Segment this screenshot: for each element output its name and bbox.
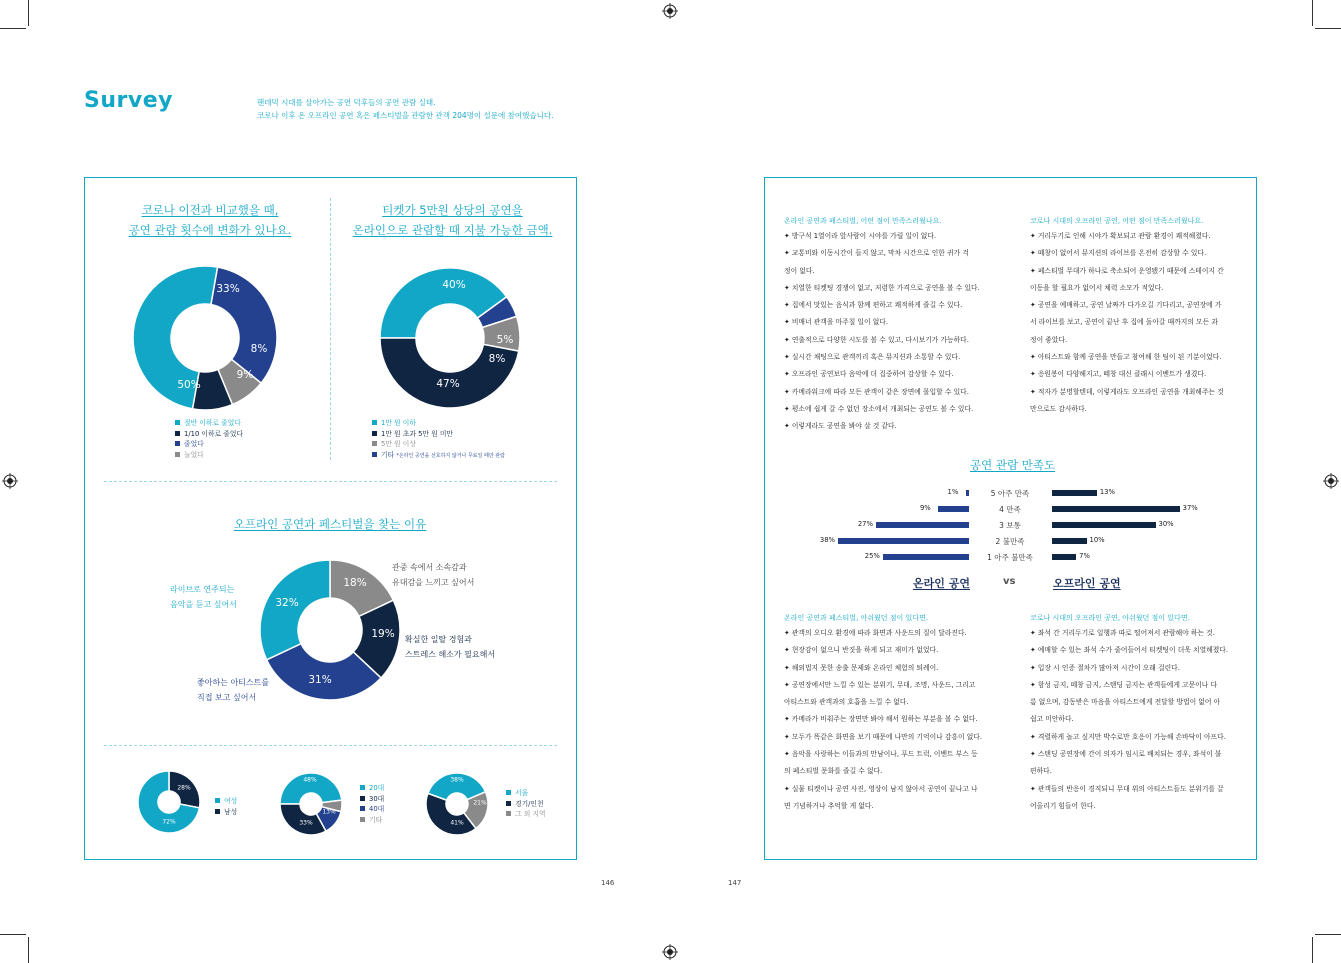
reason-line: 라이브로 연주되는 xyxy=(170,585,235,594)
offline-bar-pct: 37% xyxy=(1182,504,1198,512)
list-item: ✦ 공연장에서만 느낄 수 있는 분위기, 무대, 조명, 사운드, 그리고 xyxy=(784,680,976,689)
list-item: ✦ 떼창이 없어서 뮤지션의 라이브를 온전히 감상할 수 있다. xyxy=(1030,249,1207,258)
legend-label: 경기/인천 xyxy=(515,799,544,808)
list-item: 아티스트와 관객과의 호흡을 느낄 수 없다. xyxy=(784,698,909,707)
satisfaction-level-label: 3 보통 xyxy=(999,521,1021,530)
list-item: 만으로도 감사하다. xyxy=(1030,404,1087,413)
legend-swatch xyxy=(360,796,365,801)
divider xyxy=(104,481,557,482)
reason-line: 확실한 일탈 경험과 xyxy=(405,635,472,644)
online-bar xyxy=(883,554,969,560)
legend-item xyxy=(175,439,243,450)
legend-label: 30대 xyxy=(369,794,385,803)
list-item: ✦ 비매너 관객을 마주칠 일이 없다. xyxy=(784,318,889,327)
list-item: ✦ 해외법지 못한 송출 문제와 온라인 체험의 퇴례이. xyxy=(784,663,939,672)
list-item: 름 없으며, 감동받은 마음을 아티스트에게 전달할 방법이 없어 아 xyxy=(1030,698,1221,707)
list-item: ✦ 연출적으로 다양한 시도를 볼 수 있고, 다시보기가 가능하다. xyxy=(784,335,969,344)
crop-mark xyxy=(0,934,26,935)
legend-item xyxy=(372,439,505,450)
region-pct-label: 38% xyxy=(450,776,464,784)
online-bad-heading: 온라인 공연과 페스티벌, 아쉬웠던 점이 있다면. xyxy=(784,614,929,622)
vs-label: vs xyxy=(1003,576,1016,587)
legend-swatch xyxy=(372,431,377,436)
divider xyxy=(104,745,557,746)
q1-pct-label: 8% xyxy=(250,343,268,355)
legend-item xyxy=(215,796,237,807)
crop-mark xyxy=(1312,937,1313,963)
list-item: ✦ 평소에 쉽게 갈 수 없던 장소에서 개최되는 공연도 볼 수 있다. xyxy=(784,404,974,413)
offline-bar-pct: 30% xyxy=(1158,520,1174,528)
q2-legend xyxy=(372,418,505,461)
crop-mark xyxy=(28,937,29,963)
list-item: ✦ 모두가 똑같은 화면을 보기 때문에 나만의 기억이나 감흥이 없다. xyxy=(784,732,983,741)
online-good-list xyxy=(784,228,980,436)
q3-pct-label: 32% xyxy=(275,597,299,609)
legend-item xyxy=(372,429,505,440)
q2-title xyxy=(345,200,560,240)
crop-mark xyxy=(28,0,29,26)
legend-swatch xyxy=(360,806,365,811)
reason-line: 유대감을 느끼고 싶어서 xyxy=(392,578,475,587)
online-good-heading: 온라인 공연과 페스티벌, 어떤 점이 만족스러웠나요. xyxy=(784,217,942,225)
legend-note: *온라인 공연을 선호하지 않거나 무료일 때만 관람 xyxy=(396,452,505,459)
offline-bad-heading: 코로나 시대의 오프라인 공연, 아쉬웠던 점이 있다면. xyxy=(1030,614,1190,622)
region-legend xyxy=(506,788,546,820)
legend-item xyxy=(506,799,546,810)
list-item: ✦ 실물 티켓이나 공연 사진, 영상이 남지 않아서 공연이 끝나고 나 xyxy=(784,784,978,793)
intro-text xyxy=(257,96,554,122)
list-item: ✦ 이렇게라도 공연을 봐야 살 것 같다. xyxy=(784,422,897,431)
q3-pct-label: 18% xyxy=(343,577,367,589)
list-item: ✦ 실시간 채팅으로 관객끼리 혹은 뮤지션과 소통할 수 있다. xyxy=(784,353,961,362)
crop-mark xyxy=(1312,0,1313,26)
page-number-right: 147 xyxy=(728,879,742,887)
registration-mark-icon xyxy=(662,944,678,960)
offline-good-heading: 코로나 시대의 오프라인 공연, 어떤 점이 만족스러웠나요. xyxy=(1030,217,1204,225)
legend-label: 서울 xyxy=(515,789,529,797)
list-item: ✦ 집에서 맛있는 음식과 함께 편하고 쾌적하게 즐길 수 있다. xyxy=(784,301,963,310)
list-item: 어올리기 힘들어 한다. xyxy=(1030,801,1096,810)
q1-title-line: 코로나 이전과 비교했을 때, xyxy=(141,203,279,217)
age-pct-label: 33% xyxy=(299,819,313,827)
reason-line: 음악을 듣고 싶어서 xyxy=(170,600,237,609)
legend-label: 1만 원 초과 5만 원 미만 xyxy=(381,429,453,438)
online-bar-pct: 9% xyxy=(919,504,931,512)
age-legend xyxy=(360,783,384,825)
satisfaction-level-label: 5 아주 만족 xyxy=(990,489,1030,498)
q2-pct-label: 47% xyxy=(436,378,460,390)
q2-pct-label: 40% xyxy=(442,279,466,291)
gender-legend xyxy=(215,796,237,817)
q3-pct-label: 19% xyxy=(371,628,395,640)
gender-pct-label: 72% xyxy=(162,818,176,826)
age-pct-label: 13% xyxy=(322,808,336,816)
q1-legend xyxy=(175,418,243,460)
online-bar xyxy=(838,538,969,544)
legend-item xyxy=(506,788,546,799)
list-item: ✦ 치열한 티켓팅 경쟁이 없고, 저렴한 가격으로 공연을 볼 수 있다. xyxy=(784,283,980,292)
crop-mark xyxy=(1315,934,1341,935)
divider xyxy=(330,198,331,460)
list-item: 이동을 할 필요가 없어서 체력 소모가 적었다. xyxy=(1030,283,1164,292)
gender-pct-label: 28% xyxy=(177,784,191,792)
list-item: ✦ 스탠딩 공연장에 간이 의자가 임시로 배치되는 경우, 좌석이 불 xyxy=(1030,750,1222,759)
list-item: ✦ 함성 금지, 떼창 금지, 스탠딩 금지는 관객들에게 고문이나 다 xyxy=(1030,680,1218,689)
satisfaction-title: 공연 관람 만족도 xyxy=(970,458,1056,472)
list-item: ✦ 페스티벌 무대가 하나로 축소되어 운영됐기 때문에 스테이지 간 xyxy=(1030,266,1224,275)
satisfaction-level-label: 4 만족 xyxy=(999,505,1021,514)
registration-mark-icon xyxy=(662,3,678,19)
offline-bar-pct: 7% xyxy=(1079,552,1090,560)
list-item: ✦ 입장 시 인증 절차가 많아져 시간이 오래 걸린다. xyxy=(1030,663,1180,672)
region-pct-label: 41% xyxy=(450,819,464,827)
offline-bar xyxy=(1052,490,1097,496)
list-item: ✦ 현장감이 없으니 반짓을 하게 되고 재미가 없었다. xyxy=(784,646,939,655)
legend-label: 여성 xyxy=(224,797,238,805)
list-item: ✦ 카메라워크에 따라 모든 관객이 같은 장면에 몰입할 수 있다. xyxy=(784,387,969,396)
legend-swatch xyxy=(175,431,180,436)
reason-line: 직접 보고 싶어서 xyxy=(197,693,257,702)
online-bar-pct: 1% xyxy=(947,488,959,496)
q2-title-line: 온라인으로 관람할 때 지불 가능한 금액. xyxy=(352,223,553,237)
list-item: 편하다. xyxy=(1030,767,1052,776)
crop-mark xyxy=(1315,28,1341,29)
q1-title-line: 공연 관람 횟수에 변화가 있나요. xyxy=(128,223,292,237)
offline-good-list xyxy=(1030,228,1224,418)
legend-label: 기타 xyxy=(381,450,395,459)
list-item: 쉽고 미안하다. xyxy=(1030,715,1074,724)
legend-item xyxy=(506,809,546,820)
legend-swatch xyxy=(215,809,220,814)
legend-label: 줄었다 xyxy=(184,440,204,448)
online-bar xyxy=(966,490,969,496)
list-item: ✦ 공연을 예매하고, 공연 날짜가 다가오길 기다리고, 공연장에 가 xyxy=(1030,301,1222,310)
satisfaction-level-label: 2 불만족 xyxy=(995,537,1025,546)
page-number-left: 146 xyxy=(601,879,615,887)
offline-bar xyxy=(1052,554,1076,560)
q1-title xyxy=(110,200,310,240)
list-item: ✦ 교통비와 이동시간이 들지 않고, 막차 시간으로 인한 귀가 걱 xyxy=(784,249,969,258)
page-title: Survey xyxy=(84,88,173,113)
reason-line: 관중 속에서 소속감과 xyxy=(392,563,467,572)
offline-bar-pct: 10% xyxy=(1089,536,1105,544)
age-pct-label: 48% xyxy=(303,776,317,784)
registration-mark-icon xyxy=(2,473,18,489)
list-item: ✦ 오프라인 공연보다 음악에 더 집중하여 감상할 수 있다. xyxy=(784,370,954,379)
legend-item xyxy=(372,450,505,462)
q1-donut-chart xyxy=(120,258,290,418)
list-item: ✦ 좌석 간 거리두기로 일행과 따로 떨어져서 관람해야 하는 것. xyxy=(1030,629,1215,637)
legend-label: 절반 이하로 줄었다 xyxy=(184,419,241,427)
list-item: ✦ 아티스트와 함께 공연을 만들고 참여해 한 팀이 된 기분이었다. xyxy=(1030,353,1222,362)
registration-mark-icon xyxy=(1323,473,1339,489)
legend-swatch xyxy=(215,798,220,803)
reason-live xyxy=(170,582,237,612)
reason-line: 좋아하는 아티스트를 xyxy=(197,678,270,687)
online-bar xyxy=(876,522,969,528)
offline-label: 오프라인 공연 xyxy=(1053,577,1121,590)
legend-label: 40대 xyxy=(369,805,385,813)
list-item: 의 페스티벌 문화를 즐길 수 없다. xyxy=(784,767,883,776)
legend-swatch xyxy=(175,441,180,446)
offline-bar xyxy=(1052,506,1180,512)
satisfaction-level-label: 1 아주 불만족 xyxy=(987,553,1033,562)
online-bar xyxy=(938,506,969,512)
legend-swatch xyxy=(175,420,180,425)
list-item: ✦ 예매할 수 있는 좌석 수가 줄어들어서 티켓팅이 더욱 치열해졌다. xyxy=(1030,646,1229,655)
q3-title: 오프라인 공연과 페스티벌을 찾는 이유 xyxy=(233,517,427,531)
legend-item xyxy=(360,804,384,815)
legend-swatch xyxy=(506,790,511,795)
legend-swatch xyxy=(372,420,377,425)
list-item: ✦ 카메라가 비춰주는 장면만 봐야 해서 원하는 부분을 볼 수 없다. xyxy=(784,715,978,724)
intro-line: 코로나 이후 온 오프라인 공연 혹은 페스티벌을 관람한 관객 204명이 설문에 참여했습니다. xyxy=(257,111,554,120)
legend-item xyxy=(175,429,243,440)
legend-swatch xyxy=(372,441,377,446)
reason-experience xyxy=(405,632,495,662)
list-item: ✦ 관객들의 반응이 경직되니 무대 위의 아티스트들도 분위기를 끌 xyxy=(1030,784,1224,793)
offline-bar-pct: 13% xyxy=(1099,488,1115,496)
legend-item xyxy=(360,783,384,794)
list-item: ✦ 적자가 분명할텐데, 이렇게라도 오프라인 공연을 개최해주는 것 xyxy=(1030,387,1224,396)
online-bar-pct: 38% xyxy=(819,536,835,544)
legend-item xyxy=(360,794,384,805)
list-item: ✦ 방구석 1열이라 앞사람이 시야를 가릴 일이 없다. xyxy=(784,232,937,240)
online-bar-pct: 27% xyxy=(857,520,873,528)
legend-label: 기타 xyxy=(369,815,383,824)
offline-bar xyxy=(1052,522,1156,528)
legend-item xyxy=(360,815,384,826)
legend-swatch xyxy=(360,785,365,790)
legend-label: 늘었다 xyxy=(184,450,204,459)
q1-pct-label: 9% xyxy=(236,369,254,381)
legend-swatch xyxy=(175,452,180,457)
reason-line: 스트레스 해소가 필요해서 xyxy=(405,650,496,659)
reason-belonging xyxy=(392,560,474,590)
legend-swatch xyxy=(506,811,511,816)
q2-pct-label: 8% xyxy=(488,353,506,365)
q3-pct-label: 31% xyxy=(308,674,332,686)
legend-swatch xyxy=(372,452,377,457)
list-item: 정이 없다. xyxy=(784,266,815,275)
q2-donut-segment xyxy=(380,338,519,408)
legend-swatch xyxy=(506,801,511,806)
legend-label: 5만 원 이상 xyxy=(381,440,416,448)
q1-pct-label: 33% xyxy=(216,283,240,295)
list-item: ✦ 거리두기로 인해 시야가 확보되고 관람 환경이 쾌적해졌다. xyxy=(1030,232,1211,240)
legend-item xyxy=(215,807,237,818)
list-item: ✦ 관객의 오디오 환경에 따라 화면과 사운드의 질이 달라진다. xyxy=(784,629,967,637)
legend-label: 남성 xyxy=(224,807,238,816)
q2-pct-label: 5% xyxy=(496,334,514,346)
legend-label: 그 외 지역 xyxy=(515,810,546,818)
legend-label: 1/10 이하로 줄었다 xyxy=(184,429,243,438)
offline-bad-list xyxy=(1030,625,1228,815)
list-item: ✦ 응원봉이 다양해지고, 떼창 대신 클래시 이벤트가 생겼다. xyxy=(1030,370,1207,379)
online-bad-list xyxy=(784,625,982,815)
legend-item xyxy=(175,450,243,461)
q1-pct-label: 50% xyxy=(177,379,201,391)
legend-item xyxy=(372,418,505,429)
q2-title-line: 티켓가 5만원 상당의 공연을 xyxy=(382,203,523,217)
online-bar-pct: 25% xyxy=(864,552,880,560)
legend-item xyxy=(175,418,243,429)
offline-bar xyxy=(1052,538,1087,544)
legend-label: 1만 원 이하 xyxy=(381,419,416,427)
list-item: 정이 좋았다. xyxy=(1030,335,1068,344)
list-item: ✦ 음악을 사랑하는 이들과의 만남이나, 푸드 트럭, 이벤트 부스 등 xyxy=(784,750,978,759)
list-item: 면 기념하거나 추억할 게 없다. xyxy=(784,801,874,810)
q3-donut-segment xyxy=(260,560,330,660)
legend-swatch xyxy=(360,817,365,822)
reason-artist xyxy=(197,675,269,705)
online-label: 온라인 공연 xyxy=(913,577,970,590)
intro-line: 팬데믹 시대를 살아가는 공연 덕후들의 공연 관람 실태. xyxy=(257,98,436,107)
list-item: 서 라이브를 보고, 공연이 끝난 후 집에 돌아갈 때까지의 모든 과 xyxy=(1030,318,1218,327)
legend-label: 20대 xyxy=(369,784,385,792)
crop-mark xyxy=(0,28,26,29)
list-item: ✦ 격렬하게 놀고 싶지만 박수로만 호응이 가능해 손바닥이 아프다. xyxy=(1030,732,1226,741)
region-pct-label: 21% xyxy=(473,799,487,807)
